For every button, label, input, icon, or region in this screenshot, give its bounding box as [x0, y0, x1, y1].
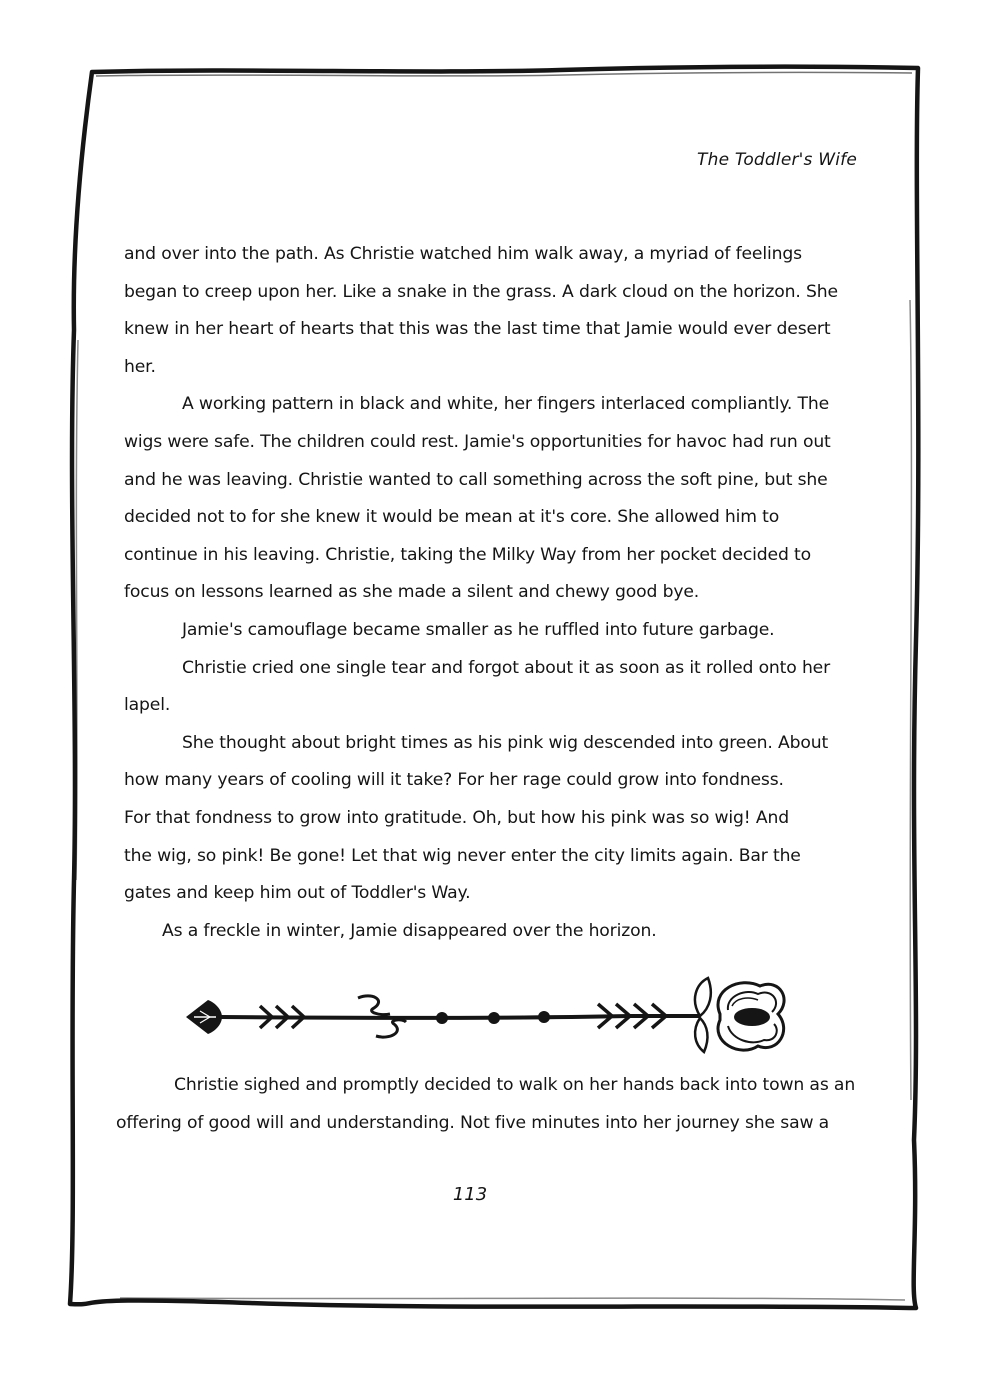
text-line: decided not to for she knew it would be mean at it's core. She allowed him to [124, 507, 780, 528]
text-line: and over into the path. As Christie watched him walk away, a myriad of feelings [124, 244, 802, 264]
text-line: offering of good will and understanding. Not five minutes into her journey she saw a [116, 1112, 830, 1133]
text-line: Jamie's camouflage became smaller as he ruffled into future garbage. [182, 619, 775, 640]
text-line: Christie sighed and promptly decided to walk on her hands back into town as an [174, 1075, 856, 1095]
text-line: continue in his leaving. Christie, taking the Milky Way from her pocket decided to [124, 544, 812, 565]
body-text-continued [116, 1067, 876, 1142]
running-title: The Toddler's Wife [697, 150, 857, 170]
text-line: As a freckle in winter, Jamie disappeared over the horizon. [162, 920, 657, 941]
text-line: For that fondness to grow into gratitude. Oh, but how his pink was so wig! And [124, 807, 789, 828]
body-text [124, 236, 876, 950]
text-line: the wig, so pink! Be gone! Let that wig never enter the city limits again. Bar the [124, 845, 801, 866]
text-line: gates and keep him out of Toddler's Way. [124, 883, 471, 904]
text-line: knew in her heart of hearts that this was the last time that Jamie would ever desert [124, 319, 831, 340]
text-line: her. [124, 356, 156, 377]
text-line: began to creep upon her. Like a snake in the grass. A dark cloud on the horizon. She [124, 281, 838, 302]
text-line: wigs were safe. The children could rest. Jamie's opportunities for havoc had run out [124, 431, 831, 452]
text-line: She thought about bright times as his pink wig descended into green. About [182, 732, 829, 753]
text-line: focus on lessons learned as she made a silent and chewy good bye. [124, 582, 700, 603]
text-line: lapel. [124, 695, 171, 716]
page-number: 113 [452, 1184, 488, 1205]
arrow-flower-divider-icon [180, 970, 790, 1070]
text-line: how many years of cooling will it take? For her rage could grow into fondness. [124, 770, 784, 791]
text-line: A working pattern in black and white, her fingers interlaced compliantly. The [182, 394, 830, 415]
text-line: and he was leaving. Christie wanted to call something across the soft pine, but she [124, 469, 828, 490]
text-line: Christie cried one single tear and forgot about it as soon as it rolled onto her [182, 657, 831, 678]
